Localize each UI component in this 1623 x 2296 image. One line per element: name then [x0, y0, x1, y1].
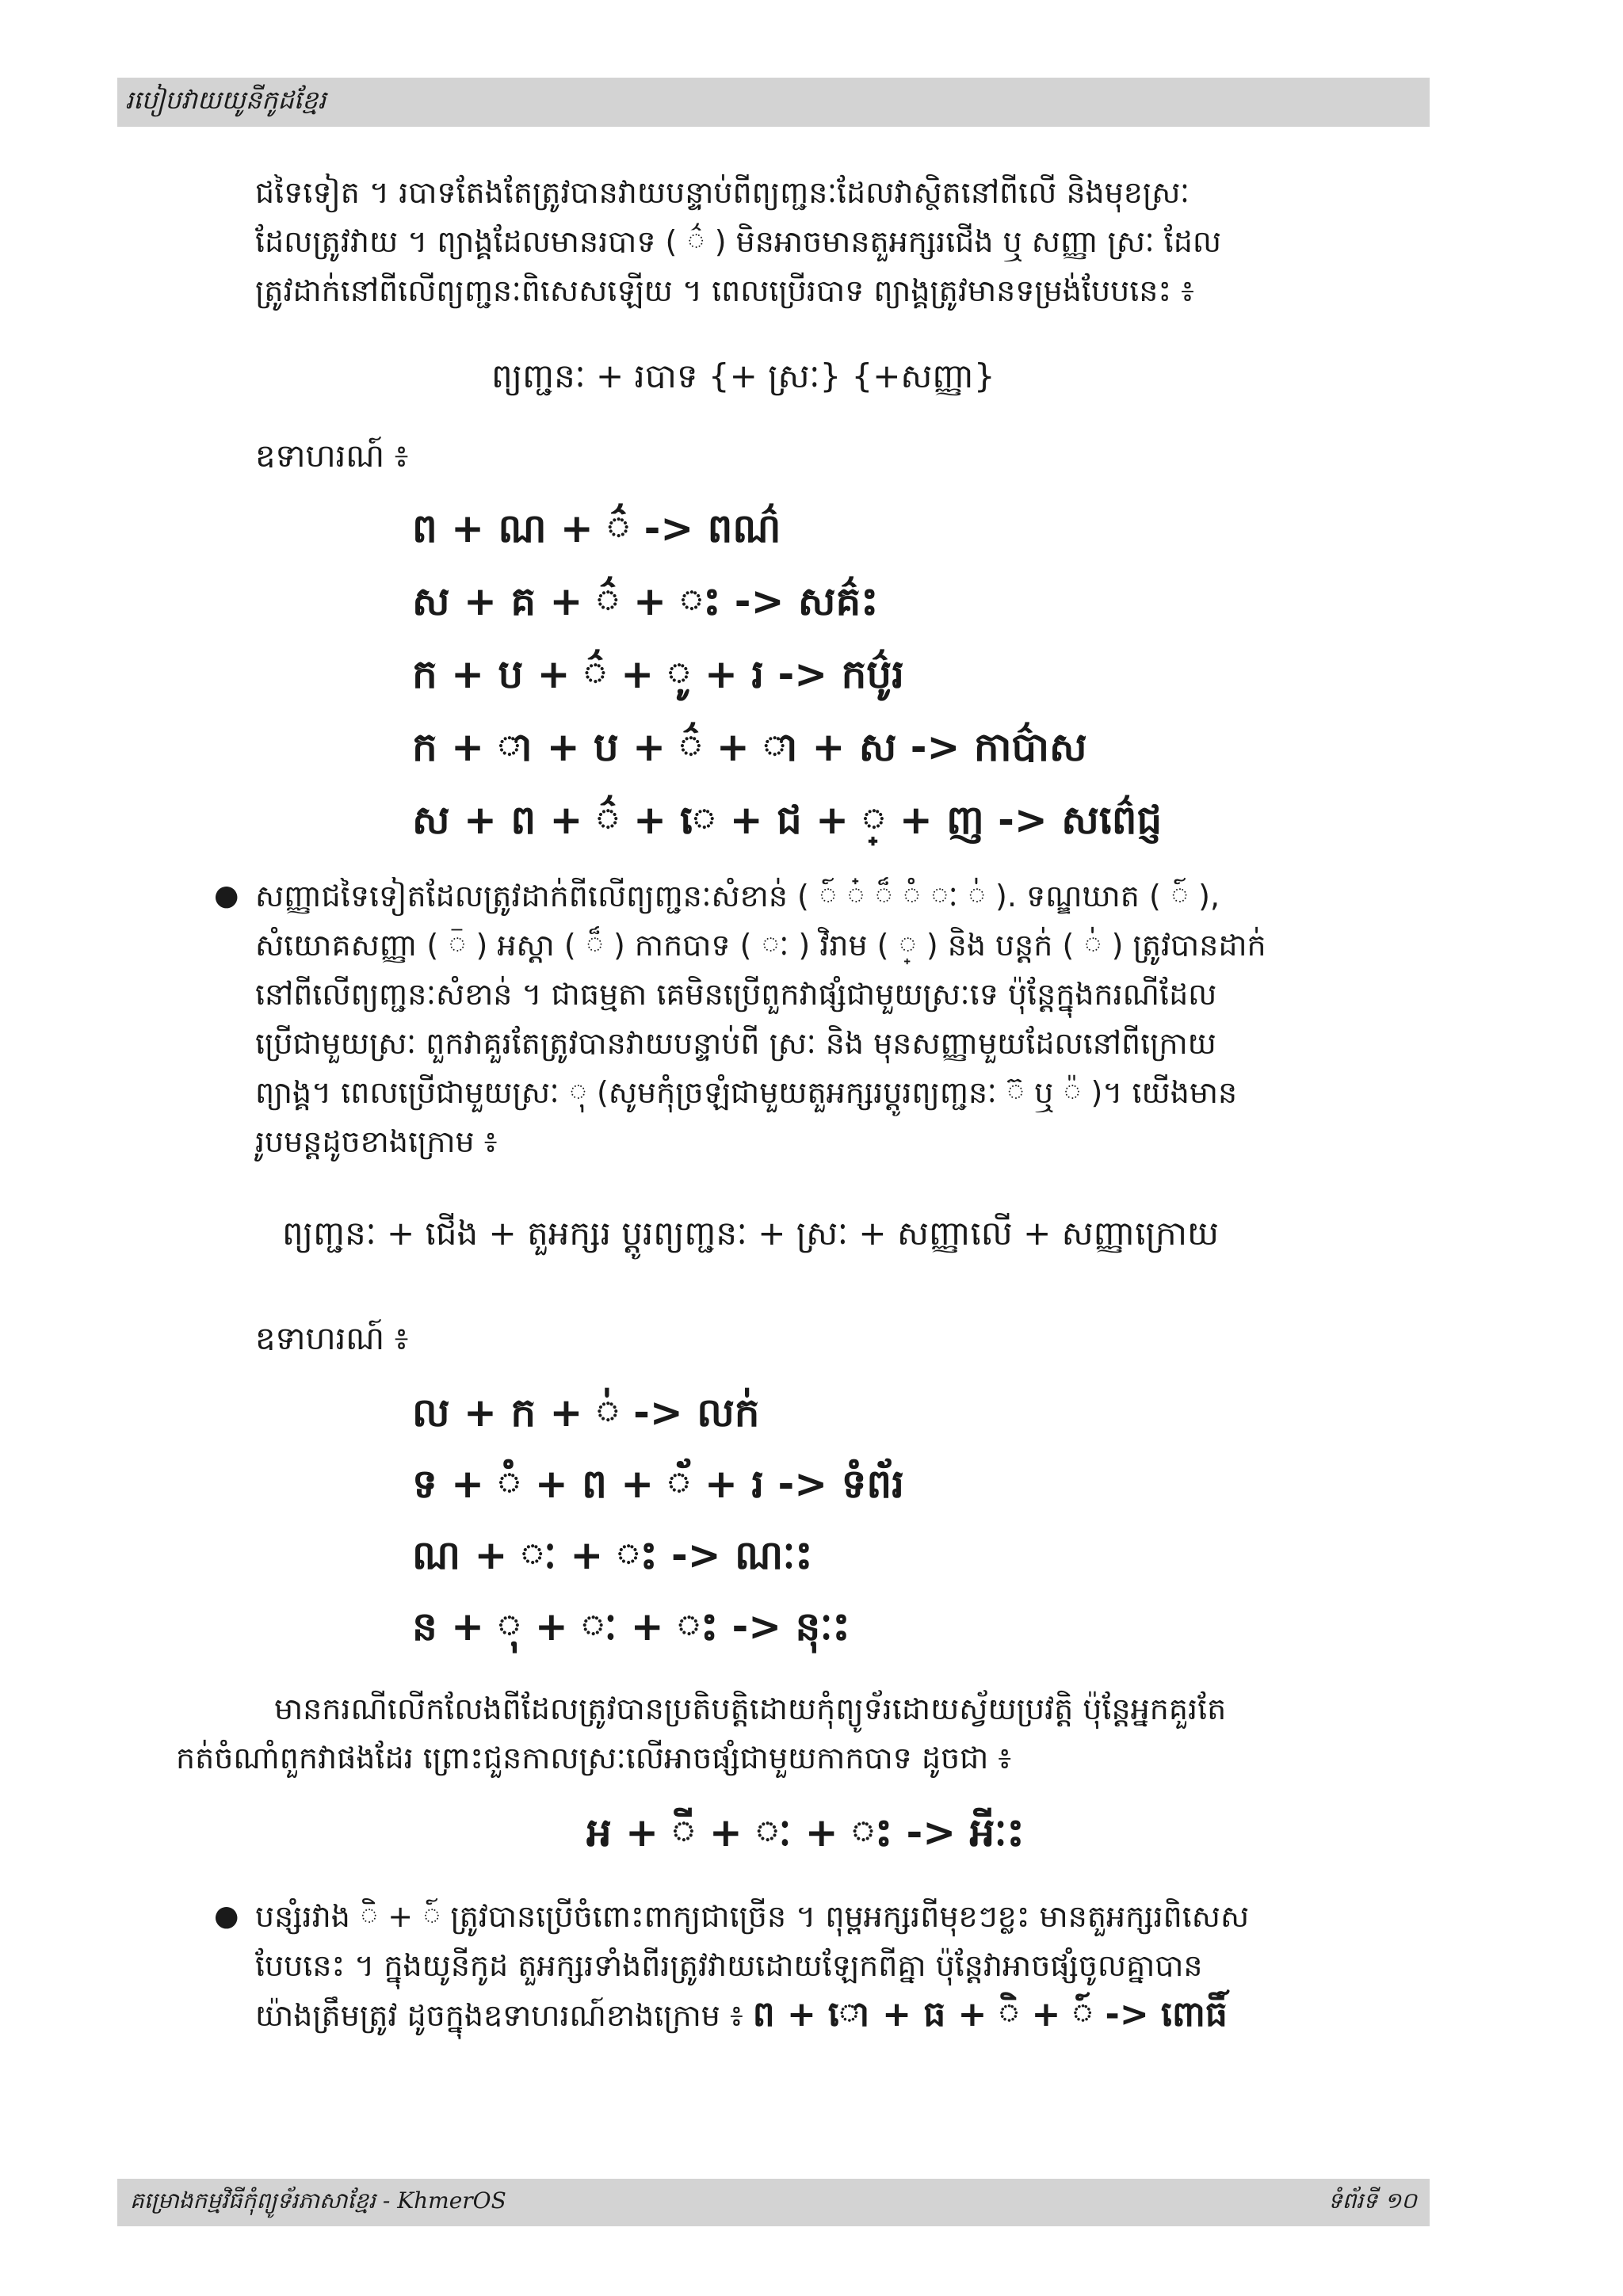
- header-title: របៀបវាយយូនីកូដខ្មែរ: [125, 84, 327, 115]
- example-label-1: ឧទាហរណ៍ ៖: [255, 438, 409, 475]
- bullet2-line-1: បន្សំរវាង ិ + ៍ ត្រូវបានប្រើចំពោះពាក្យជាច្រើន ។ ពុម្ពអក្សរពីមុខៗខ្លះ មានតួអក្សរពិសេស: [255, 1899, 1250, 1934]
- bullet1-line-6: រូបមន្តដូចខាងក្រោម ៖: [255, 1124, 498, 1159]
- formula-rapat: ព្យញ្ជនៈ + របាទ {+ ស្រៈ} {+សញ្ញា}: [491, 357, 995, 395]
- example-label-2: ឧទាហរណ៍ ៖: [255, 1321, 409, 1357]
- intro-line-3: ត្រូវដាក់នៅពីលើព្យញ្ជនៈពិសេសឡើយ ។ ពេលប្រើរបាទ ព្យាង្គត្រូវមានទម្រង់បែបនេះ ៖: [255, 273, 1194, 308]
- example-item: ទ + ំ + ព + ័ + រ -> ទំព័រ: [412, 1461, 904, 1507]
- bullet1-line-1: សញ្ញាជទៃទៀតដែលត្រូវដាក់ពីលើព្យញ្ជនៈសំខាន់ ( ៍ ៎ ៏ ំ ៈ ់ ). ទណ្ឌឃាត ( ៍ ),: [255, 879, 1220, 913]
- para2-line-2: កត់ចំណាំពួកវាផងដែរ ព្រោះជួនកាលស្រៈលើអាចផ្សំជាមួយកាកបាទ ដូចជា ៖: [176, 1741, 1012, 1775]
- bullet2-line-2: បែបនេះ ។ ក្នុងយូនីកូដ តួអក្សរទាំងពីរត្រូវវាយដោយឡែកពីគ្នា ប៉ុន្តែវាអាចផ្សំចូលគ្នាបាន: [255, 1948, 1203, 1983]
- footer-left: គម្រោងកម្មវិធីកុំព្យូទ័រភាសាខ្មែរ - KhmerOS: [130, 2187, 506, 2214]
- bullet2-line-3-text: យ៉ាងត្រឹមត្រូវ ដូចក្នុងឧទាហរណ៍ខាងក្រោម ៖: [255, 1998, 743, 2033]
- page-footer: [117, 2179, 1430, 2226]
- example-item: ក + ប + ៌ + ូ + រ -> កប៌ូរ: [412, 651, 904, 697]
- example-item: ណ + ៈ + ះ -> ណៈះ: [412, 1532, 813, 1578]
- page-number: ទំព័រទី ១០: [1327, 2187, 1417, 2214]
- bullet2-line-3-formula: ព + ោ + ធ + ិ + ៍ -> ពោធិ៍: [752, 1994, 1228, 2035]
- bullet-dot: ●: [214, 1900, 239, 1932]
- example-item: ស + ព + ៌ + េ + ជ + ្ + ញ -> សព៌េជ្ញ: [412, 797, 1163, 843]
- example-item: ន + ុ + ៈ + ះ -> នុៈះ: [412, 1604, 850, 1650]
- bullet1-line-3: នៅពីលើព្យញ្ជនៈសំខាន់ ។ ជាធម្មតា គេមិនប្រើពួកវាផ្សំជាមួយស្រៈទេ ប៉ុន្តែក្នុងករណីដែល: [255, 977, 1217, 1012]
- example-item: ព + ណ + ៌ -> ពណ៌: [412, 505, 781, 551]
- bullet1-line-5: ព្យាង្គ។ ពេលប្រើជាមួយស្រៈ ុ (សូមកុំច្រឡំជាមួយតួអក្សរប្តូរព្យញ្ជនៈ ៊ ឬ ៉ )។ យើងមាន: [255, 1075, 1238, 1110]
- bullet1-line-4: ប្រើជាមួយស្រៈ ពួកវាគួរតែត្រូវបានវាយបន្ទាប់ពី ស្រៈ និង មុនសញ្ញាមួយដែលនៅពីក្រោយ: [255, 1026, 1216, 1061]
- intro-line-1: ជទៃទៀត ។ របាទតែងតែត្រូវបានវាយបន្ទាប់ពីព្យញ្ជនៈដែលវាស្ថិតនៅពីលើ និងមុខស្រៈ: [255, 175, 1190, 210]
- page-header: [117, 78, 1430, 127]
- para2-line-1: មានករណីលើកលែងពីដែលត្រូវបានប្រតិបត្តិដោយកុំព្យូទ័រដោយស្វ័យប្រវត្តិ ប៉ុន្តែអ្នកគួរតែ: [274, 1691, 1227, 1726]
- bullet2-line-3: [255, 1990, 1228, 2040]
- intro-line-2: ដែលត្រូវវាយ ។ ព្យាង្គដែលមានរបាទ ( ៌ ) មិនអាចមានតួអក្សរជើង ឬ សញ្ញា ស្រៈ ដែល: [255, 224, 1222, 259]
- bullet1-line-2: សំយោគសញ្ញា ( ៑ ) អស្តា ( ៏ ) កាកបាទ ( ៈ ) វិរាម ( ្ ) និង បន្តក់ ( ់ ) ត្រូវបានដាក់: [255, 928, 1266, 963]
- formula-signs: ព្យញ្ជនៈ + ជើង + តួអក្សរ ប្តូរព្យញ្ជនៈ + ស្រៈ + សញ្ញាលើ + សញ្ញាក្រោយ: [282, 1214, 1219, 1253]
- example-item: ស + គ + ៌ + ះ -> សគ៌ះ: [412, 578, 879, 624]
- bullet-dot: ●: [214, 879, 239, 912]
- example-item: ក + ា + ប + ៌ + ា + ស -> កាប៌ាស: [412, 724, 1087, 770]
- example-item: អ + ី + ៈ + ះ -> អីៈះ: [586, 1810, 1025, 1855]
- example-item: ល + ក + ់ -> លក់: [412, 1390, 760, 1436]
